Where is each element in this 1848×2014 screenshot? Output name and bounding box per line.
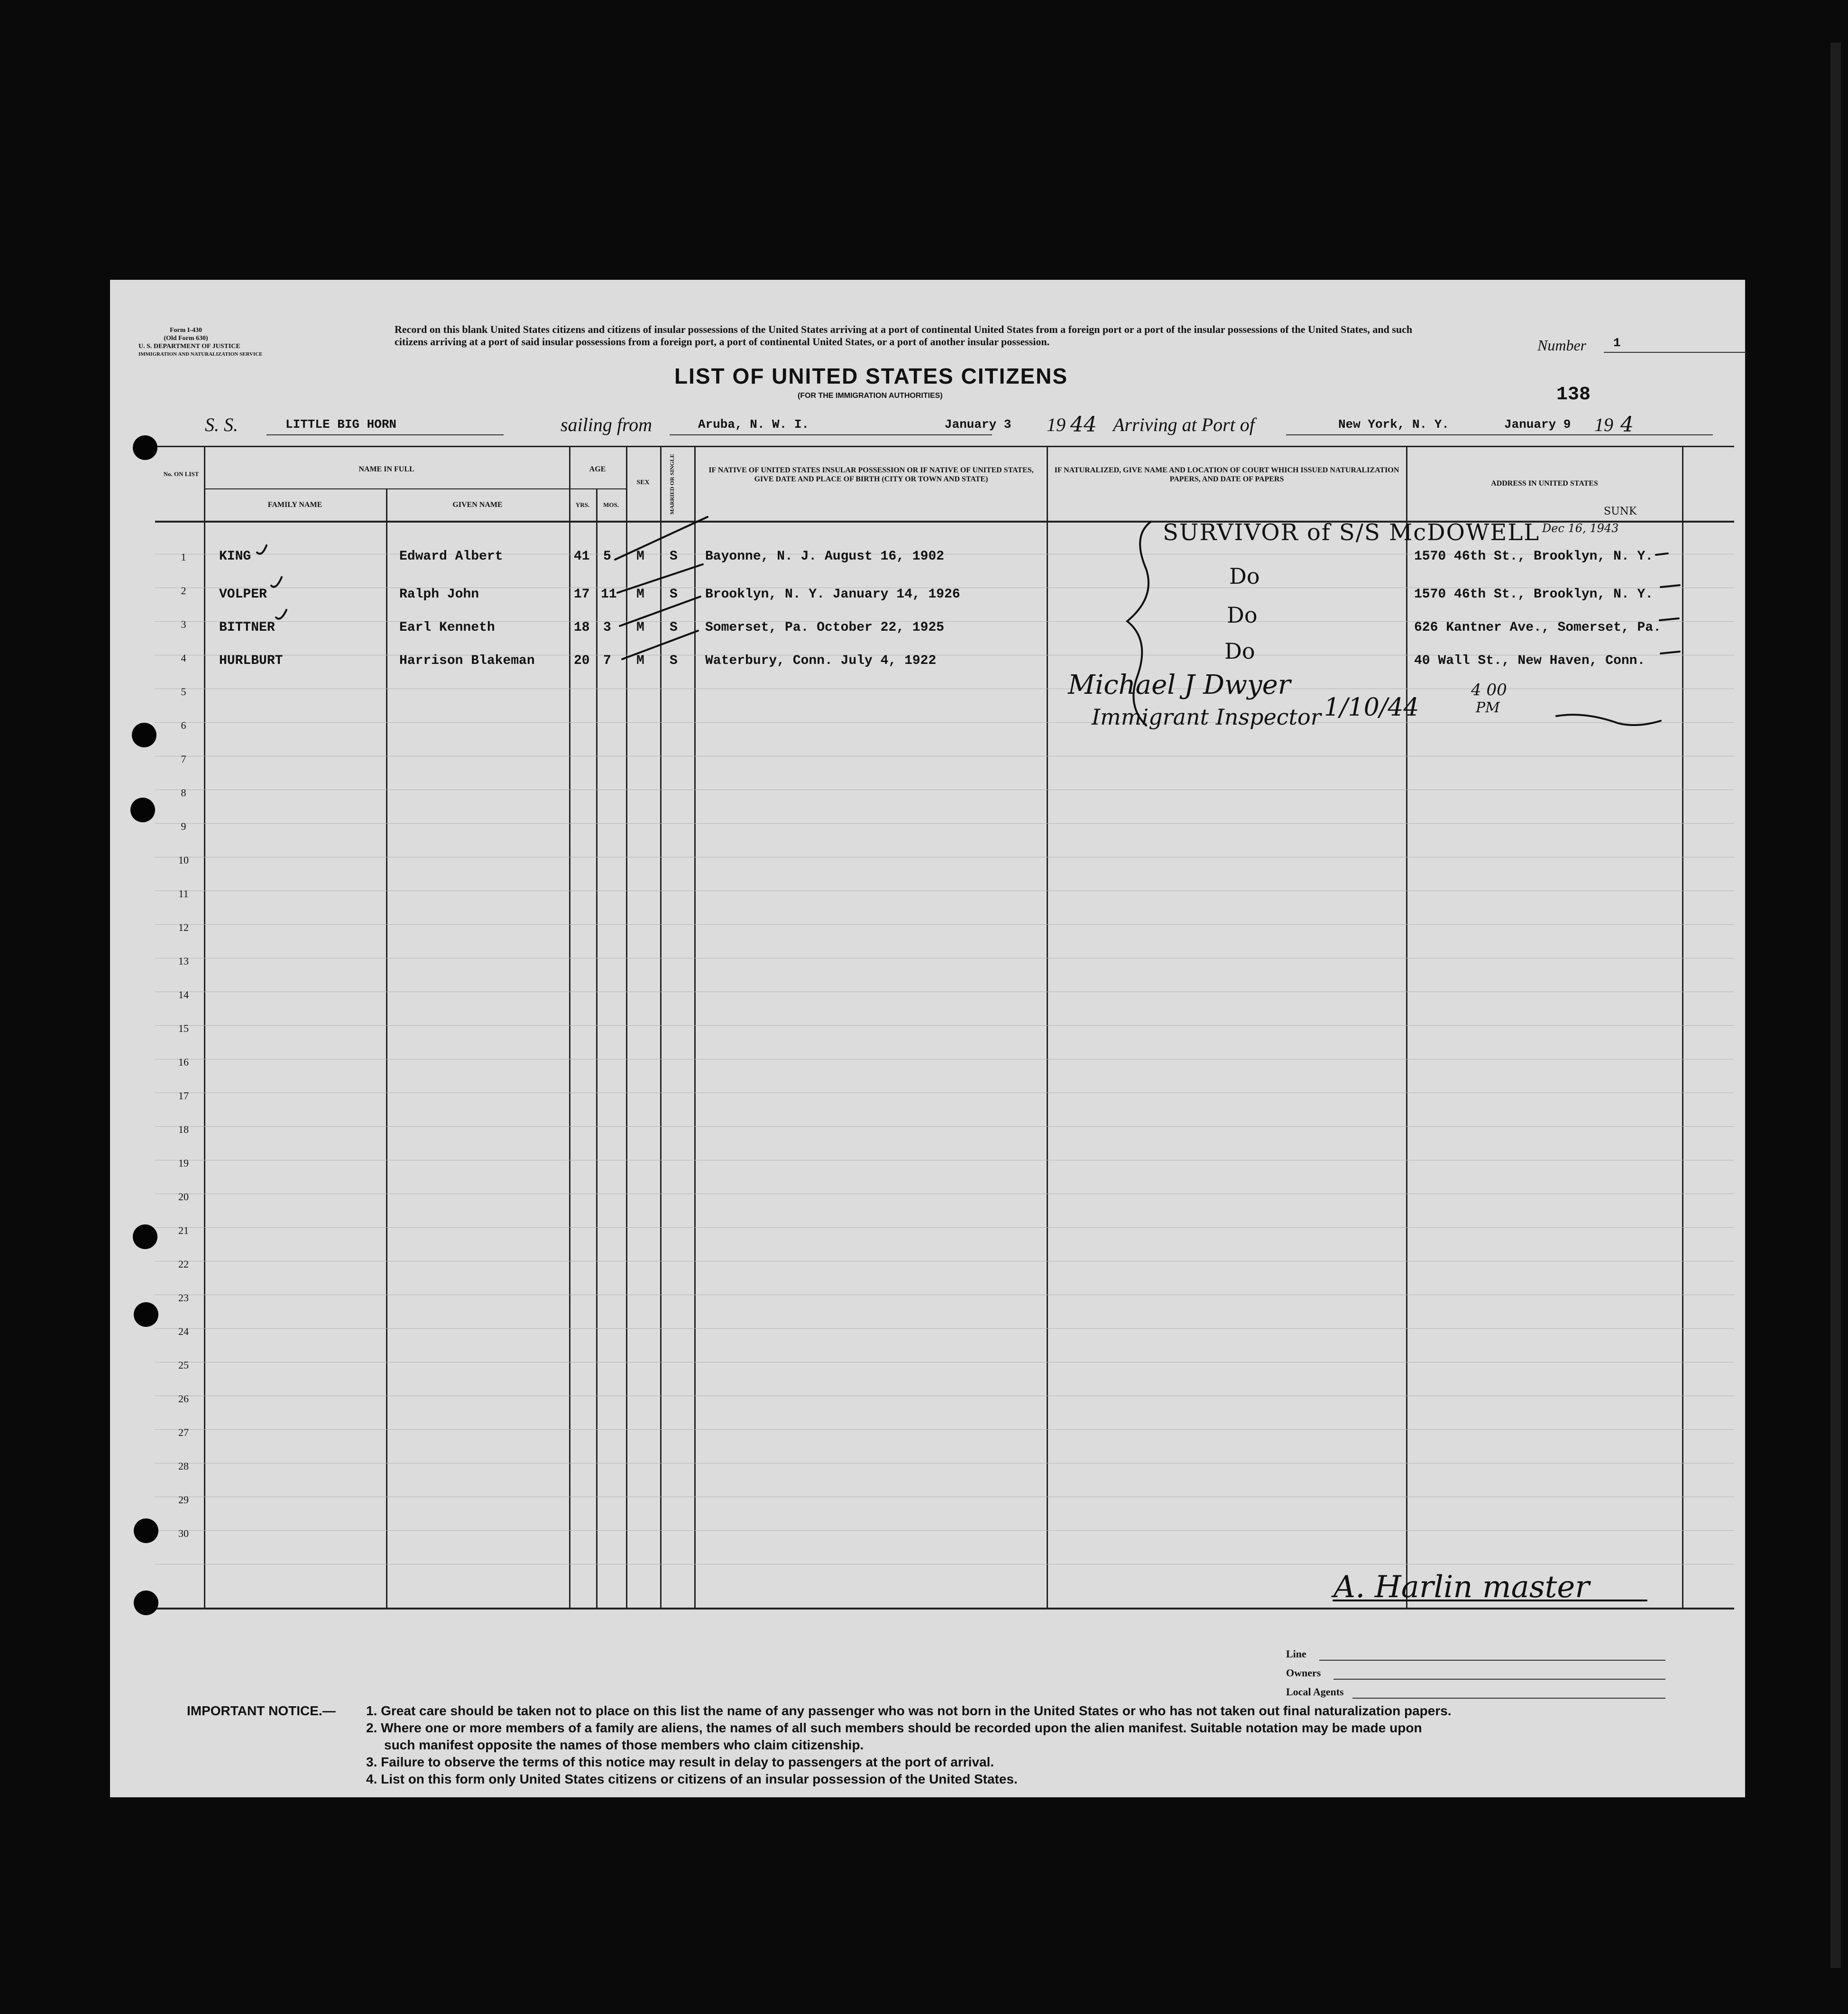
row-number: 10: [178, 854, 189, 866]
arriving-label: Arriving at Port of: [1113, 414, 1255, 435]
row-number: 23: [178, 1292, 189, 1304]
age-years: 41: [574, 549, 590, 564]
row-number: 20: [178, 1191, 189, 1203]
ss-label: S. S.: [205, 414, 238, 435]
agents-field-label: Local Agents: [1286, 1686, 1344, 1698]
header-married-single: MARRIED OR SINGLE: [669, 454, 675, 515]
row-number: 24: [178, 1325, 189, 1337]
inspection-time: 4 00: [1471, 681, 1507, 699]
address: 1570 46th St., Brooklyn, N. Y.: [1414, 549, 1654, 564]
given-name: Harrison Blakeman: [399, 653, 535, 668]
header-sex: SEX: [636, 479, 650, 486]
notice-heading: IMPORTANT NOTICE.—: [187, 1703, 336, 1718]
marital-status: S: [670, 587, 678, 602]
birth-place-date: Somerset, Pa. October 22, 1925: [705, 620, 945, 635]
manifest-page: [110, 280, 1745, 1797]
row-number: 8: [181, 787, 186, 799]
service: IMMIGRATION AND NATURALIZATION SERVICE: [138, 351, 263, 357]
row-number: 25: [178, 1359, 189, 1371]
owners-field-label: Owners: [1286, 1667, 1321, 1679]
sailing-label: sailing from: [561, 414, 652, 435]
dash-mark: [1656, 553, 1668, 555]
marital-status: S: [670, 549, 678, 564]
inspector-signature: Michael J Dwyer: [1068, 670, 1291, 700]
row-number: 6: [181, 719, 186, 731]
row-number: 11: [178, 888, 189, 900]
sex: M: [636, 653, 644, 668]
family-name: BITTNER: [219, 620, 275, 635]
page-subtitle: (FOR THE IMMIGRATION AUTHORITIES): [798, 392, 943, 400]
header-family-name: FAMILY NAME: [267, 501, 322, 509]
agents-field-underline: [1352, 1698, 1665, 1699]
row-number: 5: [181, 686, 186, 698]
sunk-date: Dec 16, 1943: [1542, 522, 1619, 535]
row-number: 28: [178, 1460, 189, 1472]
family-name: HURLBURT: [219, 653, 283, 668]
sunk-note: SUNK: [1604, 506, 1637, 517]
row-number: 22: [178, 1258, 189, 1270]
row-number: 21: [178, 1224, 189, 1236]
row-number: 16: [178, 1056, 189, 1068]
row-number: 9: [181, 820, 186, 832]
row-number: 4: [181, 652, 186, 664]
row-number: 2: [181, 585, 186, 597]
check-mark: [271, 577, 282, 587]
row-number: 1: [181, 551, 186, 563]
page-number: 138: [1556, 384, 1591, 405]
family-name: KING: [219, 549, 251, 564]
intro-text: Record on this blank United States citizens and citizens of insular possessions of the United States arriving at a port of continental United States from a foreign port or a port of the insular possessions of the United States, and such citizens arriving at a port of said insular possessions from a foreign port, a port of continental United States, or a port of another insular possession.: [395, 323, 1413, 348]
dash-mark: [1661, 585, 1680, 587]
address: 40 Wall St., New Haven, Conn.: [1414, 653, 1646, 668]
address: 626 Kantner Ave., Somerset, Pa.: [1414, 620, 1661, 635]
header-address: ADDRESS IN UNITED STATES: [1491, 479, 1598, 487]
sail-date: January 3: [945, 417, 1011, 432]
line-field-underline: [1319, 1660, 1665, 1661]
arrival-year-written: 4: [1620, 413, 1634, 437]
row-number: 14: [178, 989, 189, 1001]
scan-edge: [1830, 43, 1841, 1968]
row-number: 7: [181, 753, 186, 765]
check-mark: [257, 545, 267, 554]
arrival-port: New York, N. Y.: [1338, 417, 1450, 432]
notice-item-2: 2. Where one or more members of a family are aliens, the names of all such members should be recorded upon the alien manifest. Suitable notation may be made upon: [366, 1720, 1422, 1735]
birth-place-date: Waterbury, Conn. July 4, 1922: [705, 653, 937, 668]
inspection-date: 1/10/44: [1324, 693, 1419, 722]
given-name: Earl Kenneth: [399, 620, 495, 635]
number-label: Number: [1537, 337, 1587, 354]
birth-place-date: Brooklyn, N. Y. January 14, 1926: [705, 587, 960, 602]
marital-status: S: [670, 653, 678, 668]
age-years: 20: [574, 653, 590, 668]
header-naturalized: IF NATURALIZED, GIVE NAME AND LOCATION OF COURT WHICH ISSUED NATURALIZATION PAPERS, AND DATE OF PAPERS: [1054, 466, 1399, 483]
page-title: LIST OF UNITED STATES CITIZENS: [674, 364, 1068, 388]
department: U. S. DEPARTMENT OF JUSTICE: [138, 343, 240, 350]
ditto-mark: Do: [1224, 638, 1255, 664]
row-number: 30: [178, 1527, 189, 1539]
header-no-on-list: No. ON LIST: [163, 470, 199, 478]
check-mark: [622, 631, 698, 659]
sex: M: [636, 587, 644, 602]
row-number: 13: [178, 955, 189, 967]
ship-name: LITTLE BIG HORN: [285, 417, 397, 432]
notice-item-2-continued: such manifest opposite the names of those members who claim citizenship.: [384, 1738, 864, 1752]
ditto-mark: Do: [1227, 602, 1258, 628]
age-years: 17: [574, 587, 590, 602]
age-months: 5: [603, 549, 611, 564]
row-number: 3: [181, 618, 186, 630]
sex: M: [636, 620, 644, 635]
family-name: VOLPER: [219, 587, 267, 602]
check-mark: [620, 597, 700, 626]
age-months: 7: [603, 653, 611, 668]
check-mark: [617, 564, 703, 593]
sex: M: [636, 549, 644, 564]
dash-mark: [1661, 652, 1680, 653]
row-number: 15: [178, 1022, 189, 1034]
survivor-note: SURVIVOR of S/S McDOWELL: [1163, 519, 1540, 546]
header-mos: MOS.: [603, 501, 619, 508]
given-name: Edward Albert: [399, 549, 503, 564]
age-years: 18: [574, 620, 590, 635]
sail-year-prefix: 19: [1047, 414, 1066, 435]
check-mark: [276, 610, 286, 619]
age-months: 11: [601, 587, 617, 602]
header-birth: IF NATIVE OF UNITED STATES INSULAR POSSESSION OR IF NATIVE OF UNITED STATES, GIVE DATE AND PLACE OF BIRTH (CITY OR TOWN AND STATE): [708, 466, 1034, 483]
arrival-year-prefix: 19: [1594, 414, 1613, 435]
dash-mark: [1660, 618, 1679, 620]
inspector-title: Immigrant Inspector: [1092, 704, 1321, 730]
row-number: 19: [178, 1157, 189, 1169]
header-given-name: GIVEN NAME: [452, 501, 503, 509]
form-number: Form I-430: [169, 327, 202, 334]
master-signature: A. Harlin master: [1333, 1570, 1590, 1605]
owners-field-underline: [1333, 1679, 1665, 1680]
header-age: AGE: [589, 465, 606, 473]
scribble-mark: [1556, 715, 1661, 725]
birth-place-date: Bayonne, N. J. August 16, 1902: [705, 549, 945, 564]
line-field-label: Line: [1286, 1648, 1306, 1660]
address: 1570 46th St., Brooklyn, N. Y.: [1414, 587, 1654, 602]
given-name: Ralph John: [399, 587, 479, 602]
notice-item-4: 4. List on this form only United States citizens or citizens of an insular possession of the United States.: [366, 1772, 1018, 1786]
row-number: 17: [178, 1090, 189, 1102]
sail-year-written: 44: [1070, 413, 1097, 437]
age-months: 3: [603, 620, 611, 635]
notice-item-1: 1. Great care should be taken not to place on this list the name of any passenger who was not born in the United States or who has not taken out final naturalization papers.: [366, 1703, 1452, 1718]
from-port: Aruba, N. W. I.: [698, 417, 809, 432]
row-number: 26: [178, 1393, 189, 1405]
row-number: 18: [178, 1123, 189, 1135]
marital-status: S: [670, 620, 678, 635]
header-yrs: YRS.: [575, 501, 590, 508]
header-name-in-full: NAME IN FULL: [359, 465, 414, 473]
inspection-pm: PM: [1476, 699, 1500, 716]
check-mark: [615, 517, 708, 560]
old-form-number: (Old Form 630): [164, 335, 208, 342]
row-number: 29: [178, 1494, 189, 1506]
arrival-date: January 9: [1504, 417, 1571, 432]
number-value: 1: [1613, 336, 1621, 350]
row-number: 12: [178, 921, 189, 933]
ditto-mark: Do: [1229, 563, 1260, 589]
notice-item-3: 3. Failure to observe the terms of this notice may result in delay to passengers at the port of arrival.: [366, 1755, 994, 1769]
row-number: 27: [178, 1426, 189, 1438]
